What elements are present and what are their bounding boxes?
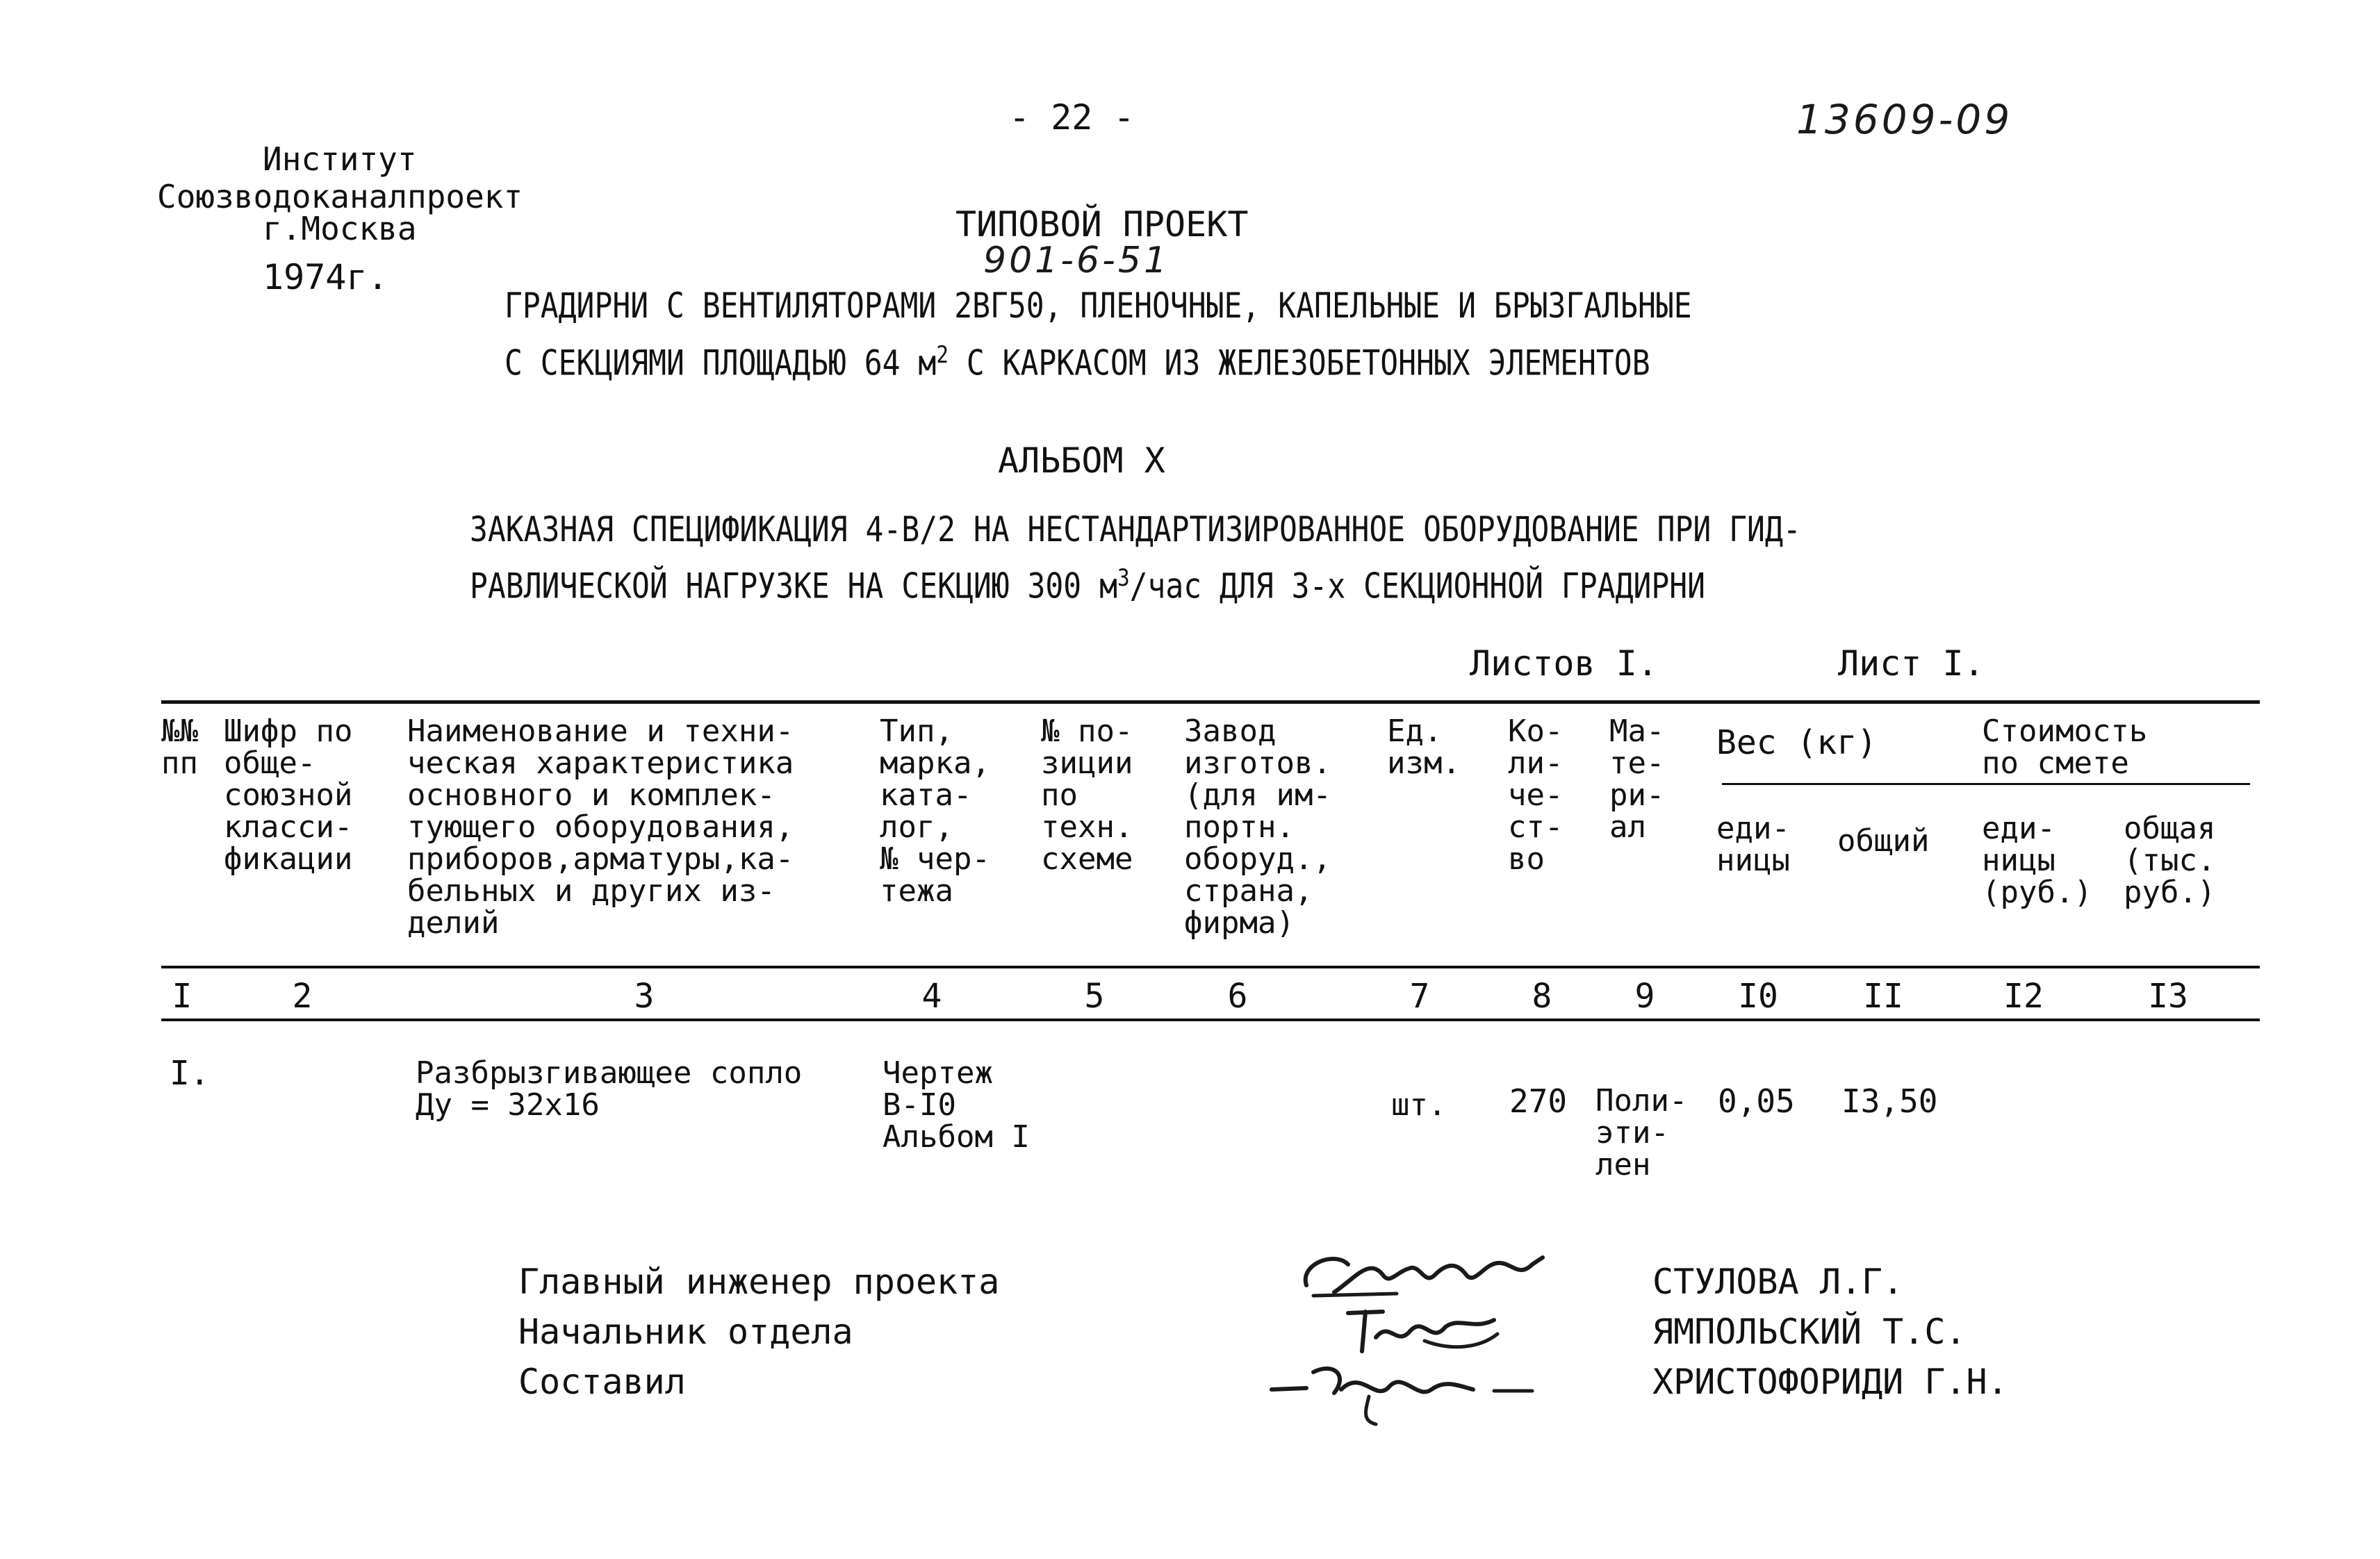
row-unit: шт. bbox=[1391, 1087, 1447, 1123]
header-classification-code: Шифр по обще- союзной класси- фикации bbox=[224, 713, 353, 877]
project-title-line2: С СЕКЦИЯМИ ПЛОЩАДЬЮ 64 $м^2$ С КАРКАСОМ ИЗ ЖЕЛЕЗОБЕТОННЫХ ЭЛЕМЕНТОВ bbox=[504, 341, 1650, 383]
header-quantity: Ко- ли- че- ст- во bbox=[1508, 713, 1564, 877]
page-number: - 22 - bbox=[1009, 97, 1135, 138]
handwritten-signature-3 bbox=[1265, 1348, 1543, 1431]
spec-title-line1: ЗАКАЗНАЯ СПЕЦИФИКАЦИЯ 4-В/2 НА НЕСТАНДАРТИЗИРОВАННОЕ ОБОРУДОВАНИЕ ПРИ ГИД- bbox=[470, 509, 1801, 550]
column-number: II bbox=[1863, 977, 1903, 1016]
signature-role: Главный инженер проекта bbox=[518, 1262, 1000, 1302]
signature-name: ЯМПОЛЬСКИЙ Т.С. bbox=[1652, 1312, 1967, 1352]
row-weight-total: I3,50 bbox=[1841, 1082, 1938, 1120]
column-number: 5 bbox=[1084, 977, 1105, 1016]
row-quantity: 270 bbox=[1509, 1082, 1568, 1120]
row-type: Чертеж В-I0 Альбом I bbox=[883, 1055, 1030, 1155]
header-plant: Завод изготов. (для им- портн. оборуд., страна, фирма) bbox=[1184, 713, 1331, 941]
signature-name: ХРИСТОФОРИДИ Г.Н. bbox=[1652, 1362, 2008, 1402]
column-number: 9 bbox=[1634, 977, 1655, 1016]
header-weight-total: общий bbox=[1837, 823, 1930, 859]
header-name: Наименование и техни- ческая характеристика основного и комплек- тующего оборудования, приборов,арматуры,ка- бельных и других из- делий bbox=[407, 713, 794, 941]
signature-role: Составил bbox=[518, 1362, 686, 1402]
row-material: Поли- эти- лен bbox=[1595, 1083, 1688, 1182]
project-number: 901-6-51 bbox=[983, 240, 1170, 281]
project-label: ТИПОВОЙ ПРОЕКТ bbox=[955, 204, 1249, 245]
column-number: I3 bbox=[2148, 977, 2188, 1016]
column-number: I0 bbox=[1738, 977, 1778, 1016]
header-cost-group: Стоимость по смете bbox=[1982, 713, 2148, 781]
header-weight-group: Вес (кг) bbox=[1716, 723, 1878, 762]
header-position: № по- зиции по техн. схеме bbox=[1041, 713, 1133, 877]
institute-year: 1974г. bbox=[263, 257, 388, 297]
signature-role: Начальник отдела bbox=[518, 1312, 853, 1352]
signature-name: СТУЛОВА Л.Г. bbox=[1652, 1262, 1904, 1302]
header-number: №№ пп bbox=[161, 713, 198, 781]
header-material: Ма- те- ри- ал bbox=[1609, 713, 1665, 845]
header-cost-total: общая (тыс. руб.) bbox=[2124, 811, 2216, 910]
column-number: 2 bbox=[292, 977, 313, 1016]
header-type: Тип, марка, ката- лог, № чер- тежа bbox=[880, 713, 990, 909]
sheet-current: Лист I. bbox=[1838, 643, 1985, 684]
weight-cost-subrule bbox=[1722, 783, 2250, 785]
project-title-line1: ГРАДИРНИ С ВЕНТИЛЯТОРАМИ 2ВГ50, ПЛЕНОЧНЫЕ, КАПЕЛЬНЫЕ И БРЫЗГАЛЬНЫЕ bbox=[504, 286, 1692, 326]
column-number: 3 bbox=[634, 977, 655, 1016]
document-code: 13609-09 bbox=[1796, 96, 2013, 143]
header-cost-unit: еди- ницы (руб.) bbox=[1982, 811, 2092, 910]
header-weight-unit: еди- ницы bbox=[1716, 811, 1790, 878]
header-bottom-rule bbox=[161, 966, 2260, 968]
column-number: 6 bbox=[1227, 977, 1248, 1016]
table-top-rule bbox=[161, 700, 2260, 704]
institute-org: Союзводоканалпроект bbox=[157, 178, 523, 215]
spec-title-line2: РАВЛИЧЕСКОЙ НАГРУЗКЕ НА СЕКЦИЮ 300 $м^3$/час ДЛЯ 3-х СЕКЦИОННОЙ ГРАДИРНИ bbox=[470, 564, 1706, 607]
sheets-total: Листов I. bbox=[1470, 643, 1658, 684]
column-number: 8 bbox=[1532, 977, 1552, 1016]
header-unit: Ед. изм. bbox=[1387, 713, 1461, 781]
institute-city: г.Москва bbox=[263, 210, 417, 247]
column-number: 7 bbox=[1409, 977, 1430, 1016]
column-number: I2 bbox=[2003, 977, 2044, 1016]
column-number: 4 bbox=[921, 977, 942, 1016]
institute-name: Институт bbox=[263, 140, 417, 178]
row-weight-unit: 0,05 bbox=[1718, 1082, 1795, 1120]
colnum-bottom-rule bbox=[161, 1018, 2260, 1021]
row-name: Разбрызгивающее сопло Ду = 32х16 bbox=[416, 1055, 803, 1123]
row-number: I. bbox=[170, 1054, 210, 1093]
column-number: I bbox=[172, 977, 192, 1016]
album-title: АЛЬБОМ X bbox=[998, 440, 1165, 481]
